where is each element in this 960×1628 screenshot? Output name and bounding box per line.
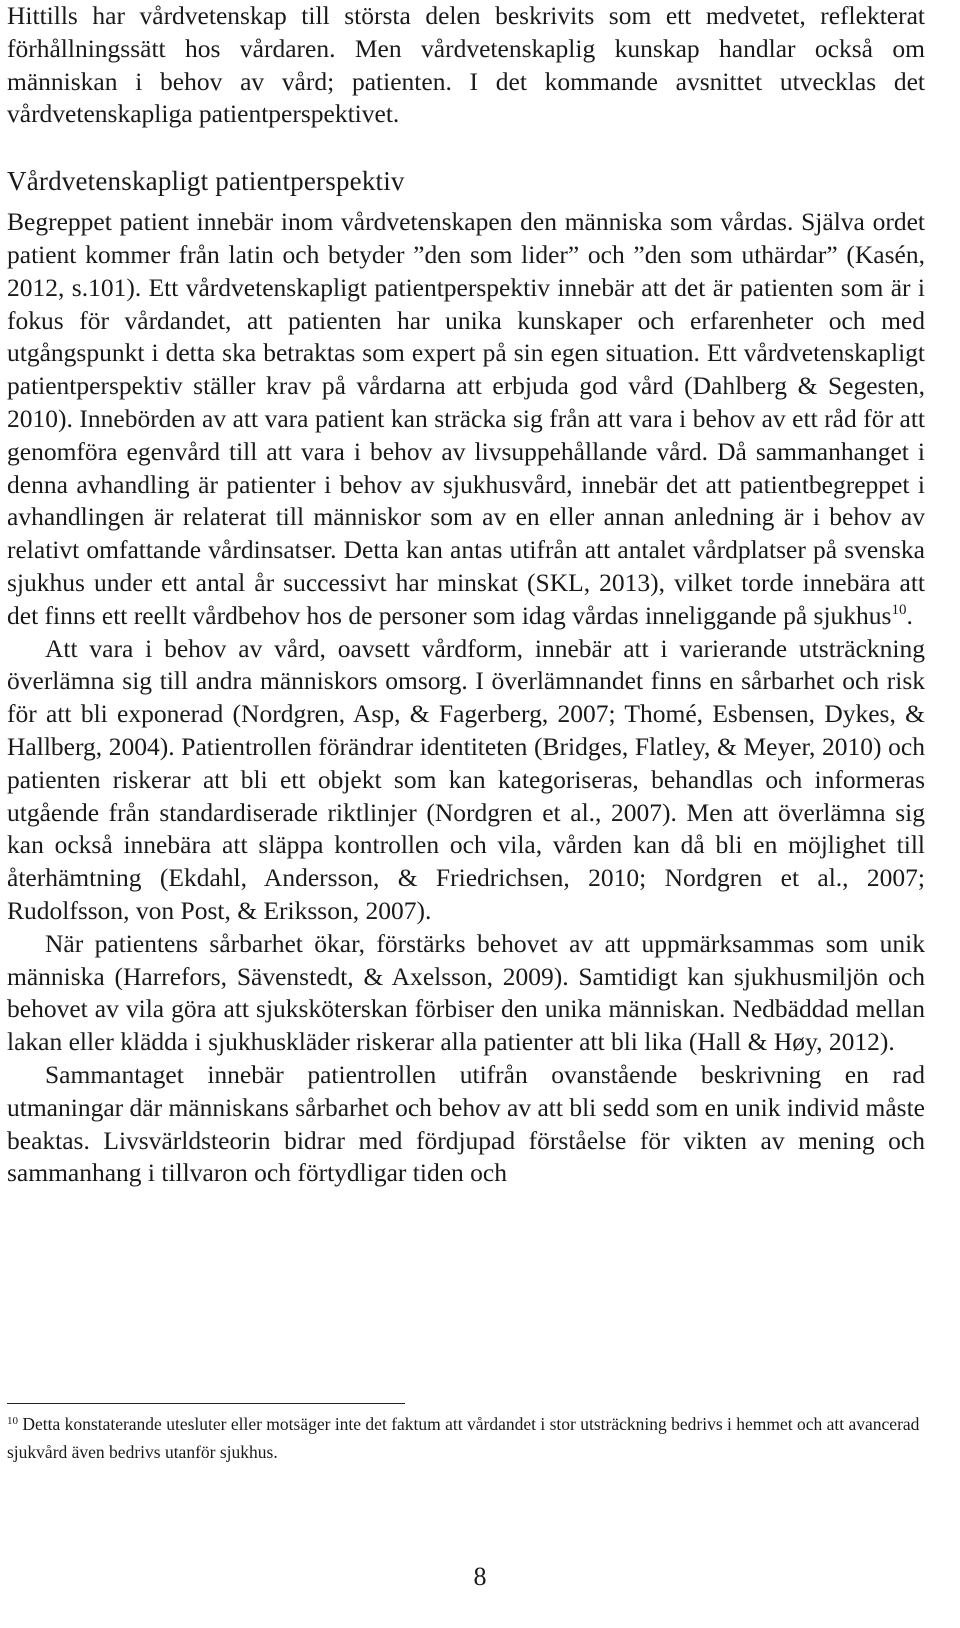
body-paragraph-4: Sammantaget innebär patientrollen utifrån ovanstående beskrivning en rad utmaningar där människans sårbarhet och behov av att bli sedd som en unik individ måste beaktas. Livsvärldsteorin bidrar med fördjupad förståelse för vikten av mening och sammanhang i tillvaron och förtydligar tiden och bbox=[7, 1059, 925, 1188]
footnote-separator bbox=[7, 1403, 405, 1404]
section-heading: Vårdvetenskapligt patientperspektiv bbox=[7, 166, 405, 197]
footnote-reference[interactable]: 10 bbox=[891, 601, 907, 618]
footnote-text: Detta konstaterande utesluter eller motsäger inte det faktum att vårdandet i stor utsträckning bedrivs i hemmet och att avancerad sjukvård även bedrivs utanför sjukhus. bbox=[7, 1414, 920, 1462]
body-paragraph-1-text: Begreppet patient innebär inom vårdvetenskapen den människa som vårdas. Själva ordet patient kommer från latin och betyder ”den som lider” och ”den som uthärdar” (Kasén, 2012, s.101). Ett vårdvetenskapligt patientperspektiv innebär att det är patienten som är i fokus för vårdandet, att patienten har unika kunskaper och erfarenheter och med utgångspunkt i detta ska betraktas som expert på sin egen situation. Ett vårdvetenskapligt patientperspektiv ställer krav på vårdarna att erbjuda god vård (Dahlberg & Segesten, 2010). Innebörden av att vara patient kan sträcka sig från att vara i behov av ett råd för att genomföra egenvård till att vara i behov av livsuppehållande vård. Då sammanhanget i denna avhandling är patienter i behov av sjukhusvård, innebär det att patientbegreppet i avhandlingen är relaterat till människor som av en eller annan anledning är i behov av relativt omfattande vårdinsatser. Detta kan antas utifrån att antalet vårdplatser på svenska sjukhus under ett antal år successivt har minskat (SKL, 2013), vilket torde innebära att det finns ett reellt vårdbehov hos de personer som idag vårdas inneliggande på sjukhus bbox=[7, 207, 925, 630]
body-paragraph-3: När patientens sårbarhet ökar, förstärks behovet av att uppmärksammas som unik människa (Harrefors, Sävenstedt, & Axelsson, 2009). Samtidigt kan sjukhusmiljön och behovet av vila göra att sjuksköterskan förbiser den unika människan. Nedbäddad mellan lakan eller klädda i sjukhuskläder riskerar alla patienter att bli lika (Hall & Høy, 2012). bbox=[7, 928, 925, 1057]
document-page bbox=[7, 0, 925, 1190]
body-paragraph-1 bbox=[7, 206, 925, 632]
intro-paragraph: Hittills har vårdvetenskap till största delen beskrivits som ett medvetet, reflekterat förhållningssätt hos vårdaren. Men vårdvetenskaplig kunskap handlar också om människan i behov av vård; patienten. I det kommande avsnittet utvecklas det vårdvetenskapliga patientperspektivet. bbox=[7, 1, 925, 129]
footnote bbox=[7, 1410, 925, 1466]
body-paragraph-1-end: . bbox=[906, 600, 913, 630]
body-paragraph-2: Att vara i behov av vård, oavsett vårdform, innebär att i varierande utsträckning överlämna sig till andra människors omsorg. I överlämnandet finns en sårbarhet och risk för att bli exponerad (Nordgren, Asp, & Fagerberg, 2007; Thomé, Esbensen, Dykes, & Hallberg, 2004). Patientrollen förändrar identiteten (Bridges, Flatley, & Meyer, 2010) och patienten riskerar att bli ett objekt som kan kategoriseras, behandlas och informeras utgående från standardiserade riktlinjer (Nordgren et al., 2007). Men att överlämna sig kan också innebära att släppa kontrollen och vila, vården kan då bli en möjlighet till återhämtning (Ekdahl, Andersson, & Friedrichsen, 2010; Nordgren et al., 2007; Rudolfsson, von Post, & Eriksson, 2007). bbox=[7, 633, 925, 925]
footnote-marker: 10 bbox=[7, 1415, 18, 1427]
page-number: 8 bbox=[473, 1562, 487, 1591]
